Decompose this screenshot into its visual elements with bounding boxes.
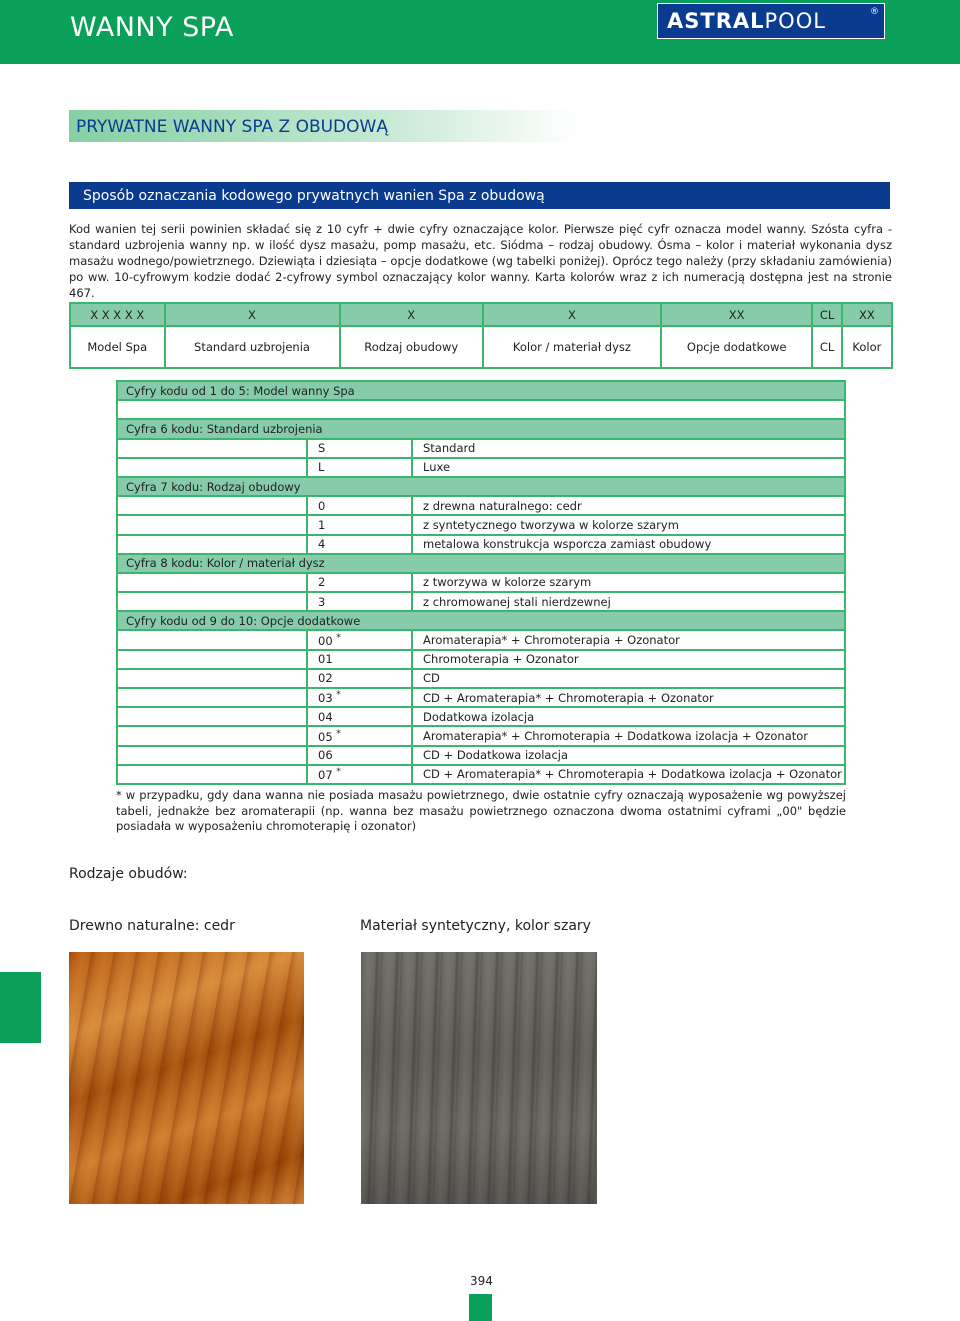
option-description: Aromaterapia* + Chromoterapia + Ozonator xyxy=(412,630,845,649)
spacer-cell xyxy=(117,535,307,554)
asterisk-mark: * xyxy=(336,728,341,739)
spacer-cell xyxy=(117,688,307,707)
option-description: CD xyxy=(412,669,845,688)
page-number: 394 xyxy=(470,1274,493,1288)
footnote: * w przypadku, gdy dana wanna nie posiada masażu powietrznego, dwie ostatnie cyfry oznaczają wyposażenie wg powyższej tabeli, jednakże bez aromaterapii (np. wanna bez masażu powietrznego oznaczona dwoma ostatnimi cyframi „00" będzie posiadała w wyposażeniu chromoterapię i ozonator) xyxy=(116,788,846,833)
code-cell: X xyxy=(483,303,661,326)
option-code-cell xyxy=(307,650,412,669)
option-code: 03 xyxy=(318,691,333,705)
spacer-cell xyxy=(117,630,307,649)
code-name-cell: Kolor xyxy=(842,326,892,368)
spacer-cell xyxy=(117,669,307,688)
page-title: WANNY SPA xyxy=(70,12,234,43)
option-row xyxy=(117,630,845,649)
code-name-cell: Rodzaj obudowy xyxy=(340,326,483,368)
code-row xyxy=(70,303,892,326)
option-description: Aromaterapia* + Chromoterapia + Dodatkowa izolacja + Ozonator xyxy=(412,726,845,745)
code-cell: X X X X X xyxy=(70,303,165,326)
spacer-cell xyxy=(117,458,307,477)
option-code-cell xyxy=(307,439,412,458)
option-description: z chromowanej stali nierdzewnej xyxy=(412,592,845,611)
page-tab-marker xyxy=(469,1294,492,1321)
option-row xyxy=(117,707,845,726)
option-description: z tworzywa w kolorze szarym xyxy=(412,573,845,592)
spacer-cell xyxy=(117,707,307,726)
spacer-cell xyxy=(117,439,307,458)
code-cell: CL xyxy=(812,303,841,326)
option-description: CD + Dodatkowa izolacja xyxy=(412,746,845,765)
option-row xyxy=(117,592,845,611)
option-code: 05 xyxy=(318,729,333,744)
option-code-cell xyxy=(307,592,412,611)
code-structure-table xyxy=(69,302,893,369)
option-description: Dodatkowa izolacja xyxy=(412,707,845,726)
spacer-cell xyxy=(117,515,307,534)
spacer-cell xyxy=(117,496,307,515)
code-name-cell: Opcje dodatkowe xyxy=(661,326,813,368)
option-code-cell xyxy=(307,496,412,515)
option-code: 02 xyxy=(318,671,333,686)
option-description: metalowa konstrukcja wsporcza zamiast obudowy xyxy=(412,535,845,554)
option-code-cell xyxy=(307,726,412,745)
subsection-title: Sposób oznaczania kodowego prywatnych wanien Spa z obudową xyxy=(69,182,890,209)
blank-cell xyxy=(117,400,845,419)
category-label: Cyfry kodu od 9 do 10: Opcje dodatkowe xyxy=(117,611,845,630)
option-description: z drewna naturalnego: cedr xyxy=(412,496,845,515)
option-row xyxy=(117,573,845,592)
option-code: 04 xyxy=(318,709,333,724)
asterisk-mark: * xyxy=(336,632,341,643)
option-code-cell xyxy=(307,515,412,534)
category-row xyxy=(117,611,845,630)
option-code: 2 xyxy=(318,575,326,590)
spacer-cell xyxy=(117,650,307,669)
option-description: CD + Aromaterapia* + Chromoterapia + Dodatkowa izolacja + Ozonator xyxy=(412,765,845,784)
option-code: 1 xyxy=(318,517,326,532)
code-name-cell: CL xyxy=(812,326,841,368)
spacer-cell xyxy=(117,765,307,784)
option-description: Standard xyxy=(412,439,845,458)
option-code-cell xyxy=(307,688,412,707)
astralpool-logo xyxy=(657,3,885,39)
option-code: 3 xyxy=(318,594,326,609)
option-description: Luxe xyxy=(412,458,845,477)
option-row xyxy=(117,669,845,688)
logo-light-text: POOL xyxy=(764,9,826,33)
option-row xyxy=(117,535,845,554)
option-code: 06 xyxy=(318,748,333,763)
spacer-cell xyxy=(117,746,307,765)
registered-mark: ® xyxy=(870,7,880,17)
option-code: 0 xyxy=(318,498,326,513)
option-code: L xyxy=(318,460,325,475)
option-row xyxy=(117,650,845,669)
spacer-cell xyxy=(117,726,307,745)
category-row xyxy=(117,381,845,400)
option-code-cell xyxy=(307,746,412,765)
option-description: CD + Aromaterapia* + Chromoterapia + Ozonator xyxy=(412,688,845,707)
option-description: z syntetycznego tworzywa w kolorze szarym xyxy=(412,515,845,534)
category-row xyxy=(117,419,845,438)
code-cell: XX xyxy=(842,303,892,326)
code-cell: X xyxy=(165,303,340,326)
option-code: S xyxy=(318,441,326,456)
code-cell: X xyxy=(340,303,483,326)
option-code: 01 xyxy=(318,652,333,667)
option-row xyxy=(117,688,845,707)
logo-bold-text: ASTRAL xyxy=(667,9,765,33)
asterisk-mark: * xyxy=(336,766,341,777)
code-name-cell: Kolor / materiał dysz xyxy=(483,326,661,368)
option-code: 07 xyxy=(318,767,333,782)
option-row xyxy=(117,496,845,515)
housing-types-label: Rodzaje obudów: xyxy=(69,866,188,882)
option-code-cell xyxy=(307,458,412,477)
option-row xyxy=(117,458,845,477)
grey-synthetic-sample-image xyxy=(361,952,597,1204)
code-name-cell: Model Spa xyxy=(70,326,165,368)
option-code-cell xyxy=(307,669,412,688)
intro-paragraph: Kod wanien tej serii powinien składać się z 10 cyfr + dwie cyfry oznaczające kolor. Pierwsze pięć cyfr oznacza model wanny. Szósta cyfra - standard uzbrojenia wanny np. w ilość dysz masażu, pomp masażu, etc. Siódma – rodzaj obudowy. Ósma – kolor i materiał wykonania dysz masażu wodnego/powietrznego. Dziewiąta i dziesiąta – opcje dodatkowe (wg tabelki poniżej). Oprócz tego należy (przy składaniu zamówienia) po ww. 10-cyfrowym kodzie dodać 2-cyfrowy symbol oznaczający kolor wanny. Karta kolorów wraz z ich numeracją dostępna jest na stronie 467. xyxy=(69,222,892,300)
code-names-row xyxy=(70,326,892,368)
option-row xyxy=(117,765,845,784)
category-label: Cyfra 7 kodu: Rodzaj obudowy xyxy=(117,477,845,496)
spacer-cell xyxy=(117,592,307,611)
page-header xyxy=(0,0,960,64)
option-code-cell xyxy=(307,535,412,554)
section-title: PRYWATNE WANNY SPA Z OBUDOWĄ xyxy=(69,110,579,142)
option-row xyxy=(117,746,845,765)
cedar-wood-sample-image xyxy=(69,952,304,1204)
option-code-cell xyxy=(307,707,412,726)
option-row xyxy=(117,515,845,534)
code-cell: XX xyxy=(661,303,813,326)
option-code-cell xyxy=(307,765,412,784)
option-code-cell xyxy=(307,573,412,592)
blank-row xyxy=(117,400,845,419)
option-description: Chromoterapia + Ozonator xyxy=(412,650,845,669)
option-code: 00 xyxy=(318,633,333,648)
category-row xyxy=(117,554,845,573)
code-detail-table xyxy=(116,380,846,785)
synthetic-housing-label: Materiał syntetyczny, kolor szary xyxy=(360,918,591,934)
side-tab-marker xyxy=(0,972,41,1043)
option-row xyxy=(117,439,845,458)
category-row xyxy=(117,477,845,496)
spacer-cell xyxy=(117,573,307,592)
category-label: Cyfry kodu od 1 do 5: Model wanny Spa xyxy=(117,381,845,400)
asterisk-mark: * xyxy=(336,690,341,701)
category-label: Cyfra 8 kodu: Kolor / materiał dysz xyxy=(117,554,845,573)
option-code: 4 xyxy=(318,537,326,552)
code-name-cell: Standard uzbrojenia xyxy=(165,326,340,368)
category-label: Cyfra 6 kodu: Standard uzbrojenia xyxy=(117,419,845,438)
option-row xyxy=(117,726,845,745)
option-code-cell xyxy=(307,630,412,649)
wood-housing-label: Drewno naturalne: cedr xyxy=(69,918,235,934)
